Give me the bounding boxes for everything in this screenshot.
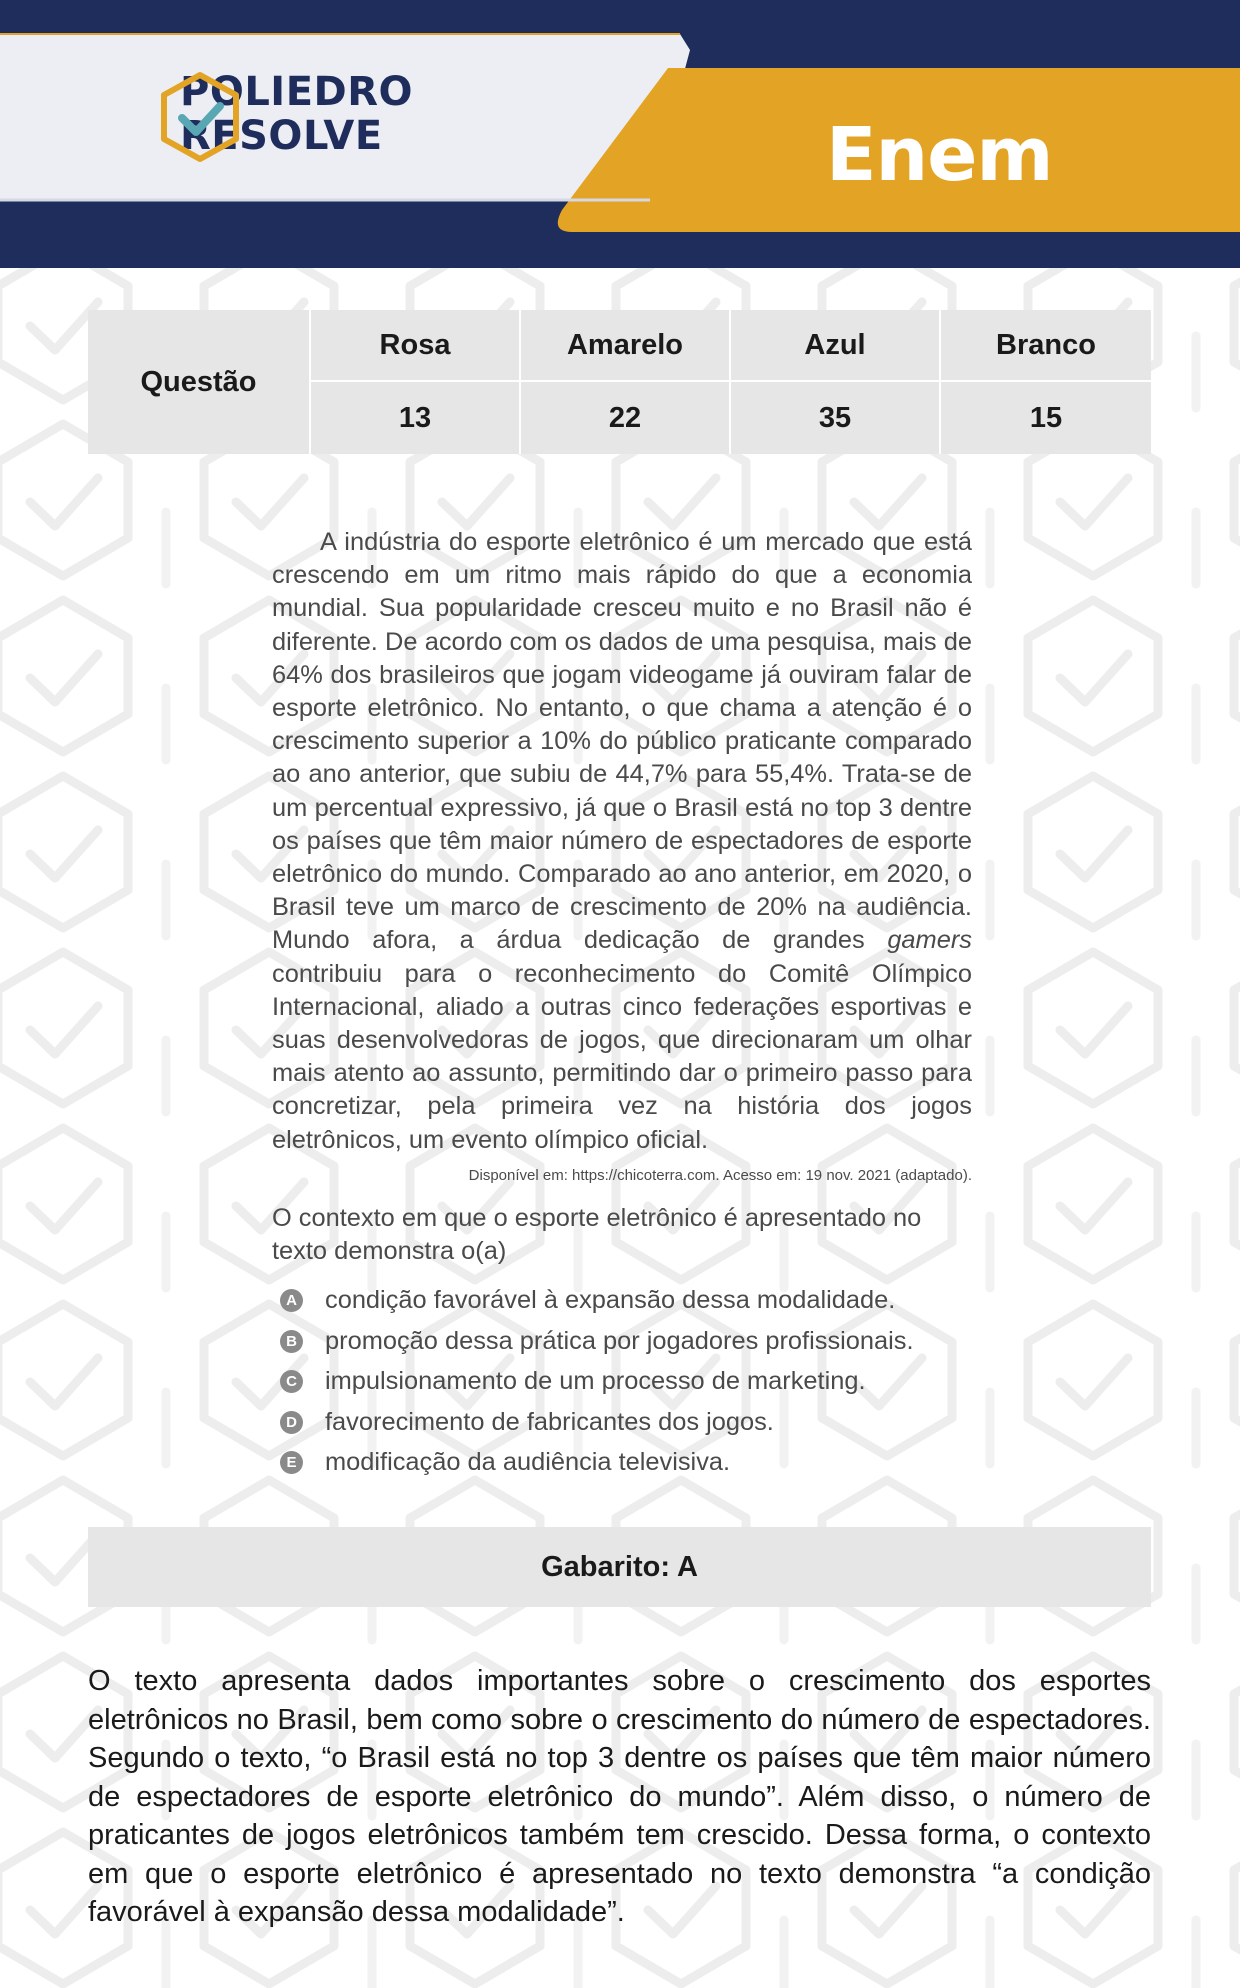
- alternative-text: modificação da audiência televisiva.: [325, 1448, 731, 1477]
- column-header-branco: Branco: [939, 310, 1151, 382]
- passage-text: [272, 526, 972, 1157]
- alternative-c: [280, 1361, 972, 1402]
- alternative-letter-badge: C: [280, 1370, 303, 1393]
- alternative-letter-badge: A: [280, 1289, 303, 1312]
- alternative-text: impulsionamento de um processo de marketing.: [325, 1367, 866, 1396]
- question-block: [272, 526, 972, 1483]
- question-number-azul: 35: [729, 382, 939, 454]
- passage-part-2: contribuiu para o reconhecimento do Comitê Olímpico Internacional, aliado a outras cinco federações esportivas e suas desenvolvedoras de jogos, que direcionaram um olhar mais atento ao assunto, permitindo dar o primeiro passo para concretizar, pela primeira vez na história dos jogos eletrônicos, um evento olímpico oficial.: [272, 959, 972, 1154]
- alternative-d: [280, 1402, 972, 1443]
- alternative-letter-badge: E: [280, 1451, 303, 1474]
- question-prompt: O contexto em que o esporte eletrônico é apresentado no texto demonstra o(a): [272, 1203, 922, 1266]
- question-number-table: [88, 310, 1151, 454]
- alternative-text: favorecimento de fabricantes dos jogos.: [325, 1407, 774, 1436]
- alternative-text: condição favorável à expansão dessa modalidade.: [325, 1286, 896, 1315]
- brand-line-2: RESOLVE: [180, 113, 383, 159]
- question-number-amarelo: 22: [519, 382, 729, 454]
- alternative-e: [280, 1442, 972, 1483]
- alternative-letter-badge: D: [280, 1411, 303, 1434]
- passage-part-1: A indústria do esporte eletrônico é um mercado que está crescendo em um ritmo mais rápido do que a economia mundial. Sua popularidade cresceu muito e no Brasil não é diferente. De acordo com os dados de uma pesquisa, mais de 64% dos brasileiros que jogam videogame já ouviram falar de esporte eletrônico. No entanto, o que chama a atenção é o crescimento superior a 10% do público praticante comparado ao ano anterior, que subiu de 44,7% para 55,4%. Trata-se de um percentual expressivo, já que o Brasil está no top 3 dentre os países que têm maior número de espectadores de esporte eletrônico do mundo. Comparado ao ano anterior, em 2020, o Brasil teve um marco de crescimento de 20% na audiência. Mundo afora, a árdua dedicação de grandes: [272, 528, 972, 955]
- column-header-azul: Azul: [729, 310, 939, 382]
- column-header-amarelo: Amarelo: [519, 310, 729, 382]
- brand-line-1: POLIEDRO: [180, 69, 414, 115]
- alternative-b: [280, 1321, 972, 1362]
- alternatives-list: [280, 1280, 972, 1483]
- question-label: Questão: [88, 310, 309, 454]
- brand: [158, 70, 413, 158]
- passage-italic-word: gamers: [887, 926, 972, 955]
- alternative-a: [280, 1280, 972, 1321]
- question-number-rosa: 13: [309, 382, 519, 454]
- passage-source: Disponível em: https://chicoterra.com. Acesso em: 19 nov. 2021 (adaptado).: [468, 1166, 972, 1184]
- header-banner: [0, 0, 1240, 268]
- hexagon-check-icon: [158, 70, 242, 164]
- column-header-rosa: Rosa: [309, 310, 519, 382]
- answer-explanation: O texto apresenta dados importantes sobre o crescimento dos esportes eletrônicos no Brasil, bem como sobre o crescimento do número de espectadores. Segundo o texto, “o Brasil está no top 3 dentre os países que têm maior número de espectadores de esporte eletrônico do mundo”. Além disso, o número de praticantes de jogos eletrônicos também tem crescido. Dessa forma, o contexto em que o esporte eletrônico é apresentado no texto demonstra “a condição favorável à expansão dessa modalidade”.: [88, 1665, 1151, 1928]
- question-number-branco: 15: [939, 382, 1151, 454]
- alternative-text: promoção dessa prática por jogadores profissionais.: [325, 1326, 914, 1355]
- exam-title: Enem: [826, 112, 1053, 198]
- alternative-letter-badge: B: [280, 1330, 303, 1353]
- answer-key-bar: Gabarito: A: [88, 1527, 1151, 1607]
